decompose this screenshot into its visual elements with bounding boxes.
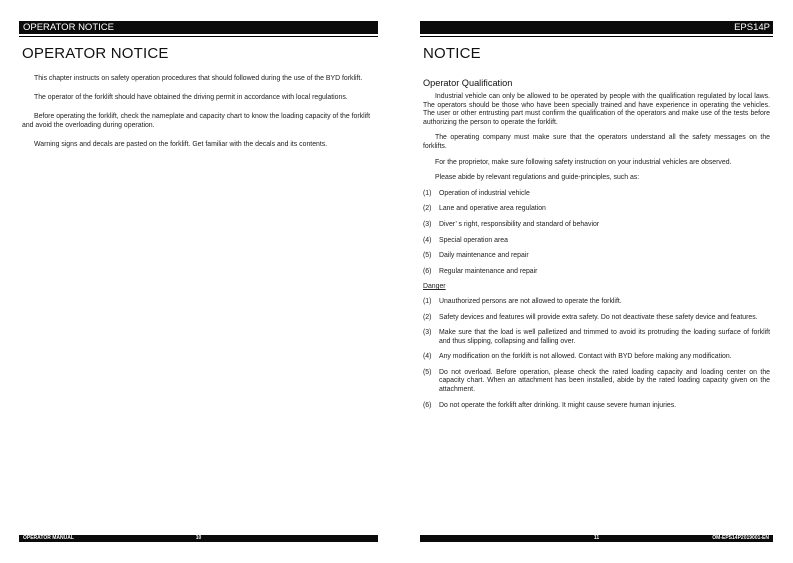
body-text	[22, 75, 370, 160]
page-header-bar	[420, 21, 773, 34]
list-number: (6)	[423, 267, 432, 275]
page-title: NOTICE	[423, 45, 481, 62]
page-footer-bar	[19, 535, 378, 542]
header-divider	[19, 36, 378, 37]
paragraph: The operating company must make sure that the operators understand all the safety messages on the forklifts.	[423, 134, 770, 150]
paragraph: Industrial vehicle can only be allowed to be operated by people with the qualification regulated by local laws. The operators should be those who have been specially trained and have experience in operating the vehicles. The user or other entrusting part must confirm the qualification of the operators and make use of the tests before authorizing the person to operate the forklift.	[423, 93, 770, 126]
body-text	[423, 93, 770, 417]
paragraph: For the proprietor, make sure following safety instruction on your industrial vehicles are observed.	[435, 158, 732, 166]
list-item	[423, 268, 770, 277]
page-number: 10	[195, 535, 202, 541]
list-number: (3)	[423, 220, 432, 228]
model-label: EPS14P	[734, 22, 770, 33]
page-number: 11	[593, 535, 600, 541]
paragraph: Warning signs and decals are pasted on the forklift. Get familiar with the decals and its contents.	[34, 140, 328, 148]
list-item	[423, 298, 770, 307]
list-number: (1)	[423, 297, 432, 305]
regulations-list	[423, 190, 770, 277]
right-page	[397, 0, 793, 563]
list-item	[423, 329, 770, 346]
page-title: OPERATOR NOTICE	[22, 45, 169, 62]
list-text: Safety devices and features will provide extra safety. Do not deactivate these safety device and features.	[439, 313, 758, 321]
header-divider	[420, 36, 773, 37]
list-text: Make sure that the load is well palletized and trimmed to avoid its protruding the loading surface of forklift and thus slipping, collapsing and falling over.	[439, 329, 770, 345]
paragraph: The operator of the forklift should have obtained the driving permit in accordance with local regulations.	[34, 94, 348, 102]
list-text: Do not operate the forklift after drinking. It might cause severe human injuries.	[439, 401, 677, 409]
list-text: Do not overload. Before operation, please check the rated loading capacity and loading center on the capacity chart. When an attachment has been installed, abide by the rated loading capacity given on the attachment.	[439, 368, 770, 394]
list-number: (4)	[423, 236, 432, 244]
list-item	[423, 314, 770, 323]
list-text: Operation of industrial vehicle	[439, 189, 530, 197]
list-number: (2)	[423, 205, 432, 213]
list-item	[423, 402, 770, 411]
paragraph: Please abide by relevant regulations and guide-principles, such as:	[435, 174, 640, 182]
list-item	[423, 190, 770, 199]
list-item	[423, 205, 770, 214]
section-heading: Operator Qualification	[423, 78, 513, 88]
list-item	[423, 252, 770, 261]
page-header-bar	[19, 21, 378, 34]
danger-heading: Danger	[423, 283, 446, 291]
list-number: (3)	[423, 329, 432, 337]
list-text: Special operation area	[439, 236, 508, 244]
list-item	[423, 221, 770, 230]
paragraph: Before operating the forklift, check the nameplate and capacity chart to know the loading capacity of the forklift and avoid the overloading during operation.	[22, 113, 370, 129]
list-item	[423, 369, 770, 395]
danger-list	[423, 298, 770, 410]
list-number: (2)	[423, 313, 432, 321]
list-text: Daily maintenance and repair	[439, 252, 529, 260]
list-number: (4)	[423, 353, 432, 361]
list-number: (1)	[423, 189, 432, 197]
page-footer-bar	[420, 535, 773, 542]
list-number: (6)	[423, 401, 432, 409]
paragraph: This chapter instructs on safety operation procedures that should followed during the use of the BYD forklift.	[34, 75, 363, 82]
list-text: Any modification on the forklift is not allowed. Contact with BYD before making any modification.	[439, 353, 732, 361]
list-item	[423, 237, 770, 246]
list-text: Diver’ s right, responsibility and standard of behavior	[439, 220, 600, 228]
document-code: OM-EPS14P2019001-EN	[712, 535, 769, 541]
footer-manual-label: OPERATOR MANUAL	[23, 535, 74, 541]
list-number: (5)	[423, 368, 432, 376]
list-text: Lane and operative area regulation	[439, 205, 546, 213]
list-number: (5)	[423, 252, 432, 260]
left-page	[0, 0, 396, 563]
header-label: OPERATOR NOTICE	[23, 22, 114, 33]
list-text: Unauthorized persons are not allowed to operate the forklift.	[439, 297, 622, 305]
list-text: Regular maintenance and repair	[439, 267, 538, 275]
list-item	[423, 353, 770, 362]
